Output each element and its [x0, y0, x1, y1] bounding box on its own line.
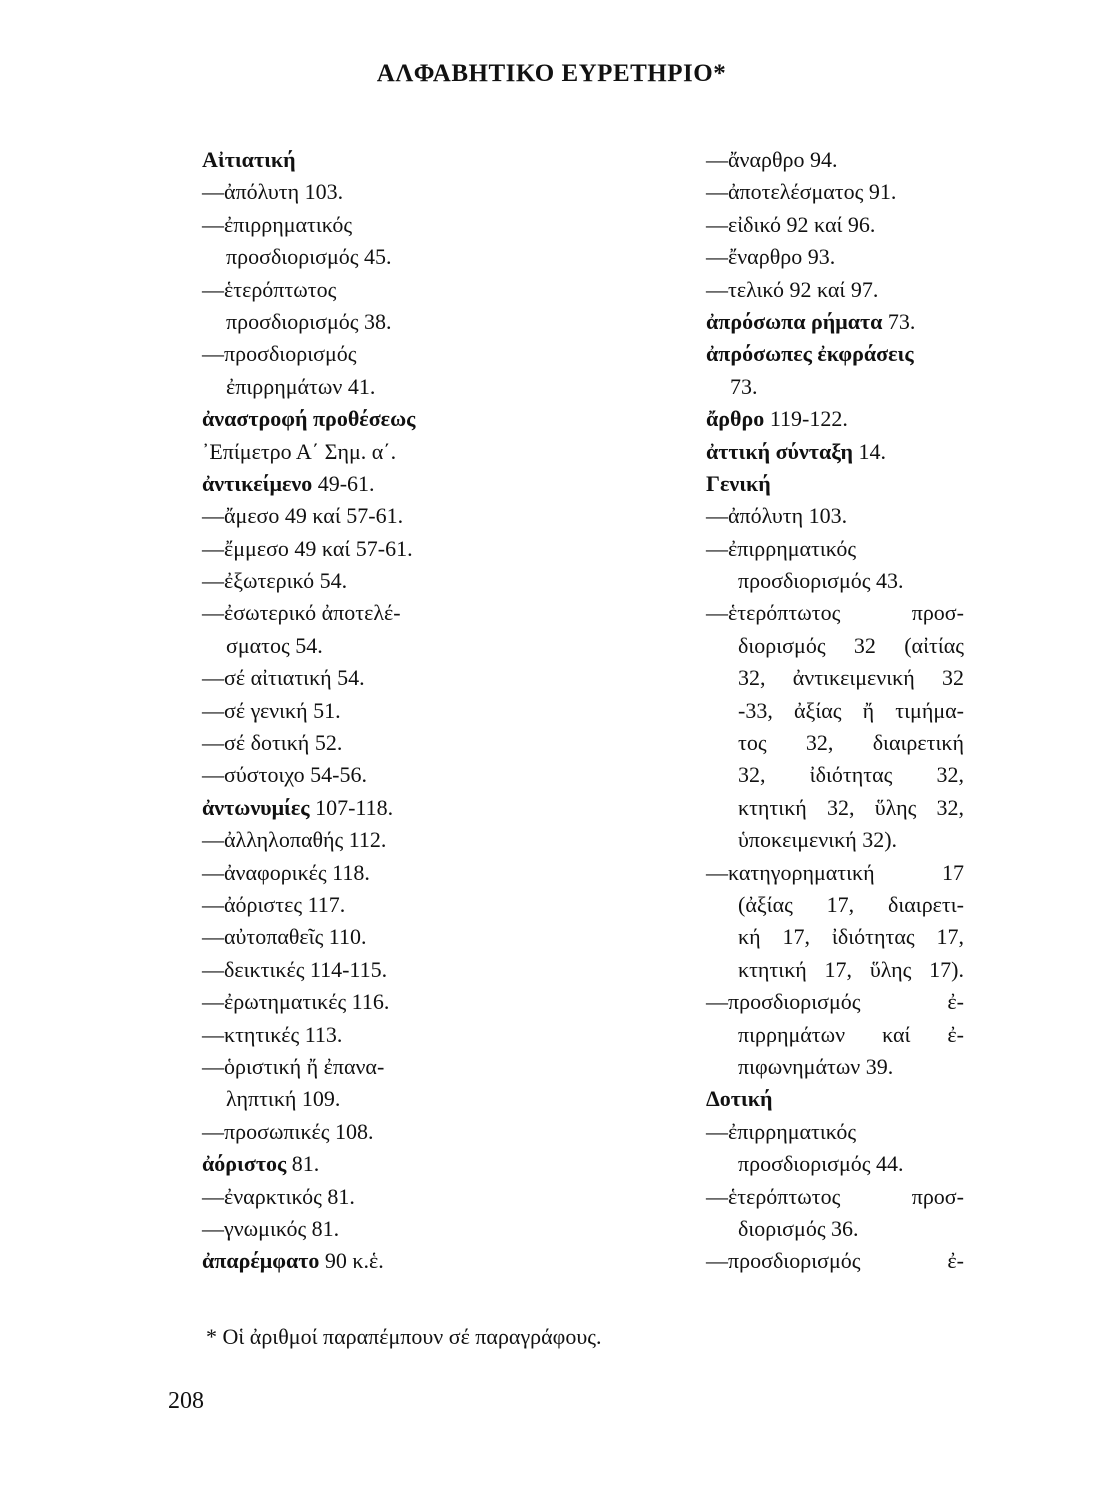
index-entry	[202, 1148, 472, 1180]
index-subentry: —ἔναρθρο 93.	[706, 244, 836, 270]
index-subentry: —ἀόριστες 117.	[202, 891, 346, 917]
index-continuation: σματος 54.	[226, 632, 323, 658]
entry-headword: ἀττική σύνταξη	[706, 438, 854, 464]
index-subentry: —προσδιορισμός ἐ-	[706, 1248, 964, 1274]
index-continuation: ἐπιρρημάτων 41.	[226, 373, 376, 399]
index-continuation: τος 32, διαιρετική	[738, 730, 964, 756]
index-subentry: —ἑτερόπτωτος προσ-	[706, 1183, 964, 1209]
index-subentry: —ἐπιρρηματικός	[706, 1118, 857, 1144]
entry-headword: ἀόριστος	[202, 1151, 287, 1177]
index-subentry: —σέ αἰτιατική 54.	[202, 665, 365, 691]
index-continuation: προσδιορισμός 45.	[226, 244, 392, 270]
index-subentry: —ἐρωτηματικές 116.	[202, 989, 390, 1015]
index-continuation: διορισμός 32 (αἰτίας	[738, 632, 964, 658]
entry-headword: ἀντωνυμίες	[202, 794, 310, 820]
index-continuation: 73.	[730, 373, 758, 399]
index-column-left	[202, 144, 472, 1278]
index-subentry: —ἄμεσο 49 καί 57-61.	[202, 503, 404, 529]
index-entry	[202, 468, 472, 500]
entry-headword: Αἰτιατική	[202, 147, 296, 172]
index-subentry: —προσδιορισμός ἐ-	[706, 989, 964, 1015]
index-continuation: ὑποκειμενική 32).	[738, 827, 898, 853]
entry-pages: 73.	[882, 308, 916, 334]
page-number: 208	[168, 1388, 204, 1414]
index-subentry: —δεικτικές 114-115.	[202, 956, 388, 982]
index-subentry: —σέ γενική 51.	[202, 697, 341, 723]
index-continuation: κή 17, ἰδιότητας 17,	[738, 924, 964, 950]
index-subentry: —τελικό 92 καί 97.	[706, 276, 879, 302]
entry-headword: ἀπρόσωπα ρήματα	[706, 308, 883, 334]
index-continuation: προσδιορισμός 44.	[738, 1151, 904, 1177]
index-subentry: —ὁριστική ἤ ἐπανα-	[202, 1053, 385, 1079]
entry-pages: 14.	[853, 438, 887, 464]
index-continuation: κτητική 32, ὕλης 32,	[738, 794, 964, 820]
index-subentry: —ἑτερόπτωτος	[202, 276, 337, 302]
index-subentry: —κτητικές 113.	[202, 1021, 343, 1047]
index-subentry: —σύστοιχο 54-56.	[202, 762, 367, 788]
index-entry	[706, 468, 964, 500]
index-subentry: —ἐξωτερικό 54.	[202, 568, 348, 594]
index-subentry: —ἀπόλυτη 103.	[202, 179, 344, 205]
entry-headword: ἀναστροφή προθέσεως	[202, 406, 416, 432]
index-entry	[202, 144, 472, 176]
index-continuation: πιφωνημάτων 39.	[738, 1053, 894, 1079]
index-continuation: 32, ἰδιότητας 32,	[738, 762, 964, 788]
index-continuation: ληπτική 109.	[226, 1086, 341, 1112]
index-entry	[706, 403, 964, 435]
index-entry	[706, 306, 964, 338]
index-subentry: —αὐτοπαθεῖς 110.	[202, 924, 367, 950]
index-subentry: —προσδιορισμός	[202, 341, 357, 367]
index-subentry: —ἀπόλυτη 103.	[706, 503, 848, 529]
index-entry	[706, 1083, 964, 1115]
index-subentry: —ἀλληλοπαθής 112.	[202, 827, 387, 853]
entry-headword: Δοτική	[706, 1086, 773, 1112]
index-continuation: πιρρημάτων καί ἐ-	[738, 1021, 964, 1047]
entry-pages: 81.	[286, 1151, 320, 1177]
index-subentry: —γνωμικός 81.	[202, 1215, 340, 1241]
index-subentry: ᾿Επίμετρο Α΄ Σημ. α΄.	[202, 438, 397, 464]
index-subentry: —ἄναρθρο 94.	[706, 147, 838, 172]
index-continuation: διορισμός 36.	[738, 1215, 859, 1241]
entry-headword: ἀντικείμενο	[202, 470, 313, 496]
index-subentry: —ἀποτελέσματος 91.	[706, 179, 897, 205]
index-subentry: —ἐσωτερικό ἀποτελέ-	[202, 600, 401, 626]
index-entry	[706, 338, 964, 370]
entry-headword: Γενική	[706, 470, 771, 496]
footnote: * Οἱ ἀριθμοί παραπέμπουν σέ παραγράφους.	[206, 1324, 602, 1349]
entry-headword: ἀπαρέμφατο	[202, 1248, 320, 1274]
entry-pages: 49-61.	[312, 470, 375, 496]
index-entry	[202, 792, 472, 824]
index-subentry: —προσωπικές 108.	[202, 1118, 374, 1144]
index-continuation: (ἀξίας 17, διαιρετι-	[738, 891, 964, 917]
entry-pages: 107-118.	[309, 794, 394, 820]
page-title: ΑΛΦΑΒΗΤΙΚΟ ΕΥΡΕΤΗΡΙΟ*	[376, 60, 727, 87]
index-subentry: —ἐναρκτικός 81.	[202, 1183, 355, 1209]
index-continuation: κτητική 17, ὕλης 17).	[738, 956, 964, 982]
index-continuation: προσδιορισμός 43.	[738, 568, 904, 594]
index-subentry: —ἑτερόπτωτος προσ-	[706, 600, 964, 626]
index-continuation: προσδιορισμός 38.	[226, 308, 392, 334]
entry-pages: 90 κ.ἑ.	[319, 1248, 384, 1274]
index-subentry: —σέ δοτική 52.	[202, 730, 343, 756]
index-entry	[202, 1245, 472, 1277]
entry-headword: ἀπρόσωπες ἐκφράσεις	[706, 341, 914, 367]
index-subentry: —εἰδικό 92 καί 96.	[706, 211, 876, 237]
index-entry	[202, 403, 472, 435]
index-subentry: —ἔμμεσο 49 καί 57-61.	[202, 535, 413, 561]
index-entry	[706, 436, 964, 468]
index-subentry: —ἐπιρρηματικός	[706, 535, 857, 561]
entry-pages: 119-122.	[764, 406, 848, 432]
index-continuation: -33, ἀξίας ἤ τιμήμα-	[738, 697, 964, 723]
entry-headword: ἄρθρο	[706, 406, 765, 432]
index-subentry: —κατηγορηματική 17	[706, 859, 964, 885]
index-subentry: —ἐπιρρηματικός	[202, 211, 353, 237]
index-subentry: —ἀναφορικές 118.	[202, 859, 370, 885]
index-column-right	[706, 144, 964, 1278]
index-continuation: 32, ἀντικειμενική 32	[738, 665, 964, 691]
